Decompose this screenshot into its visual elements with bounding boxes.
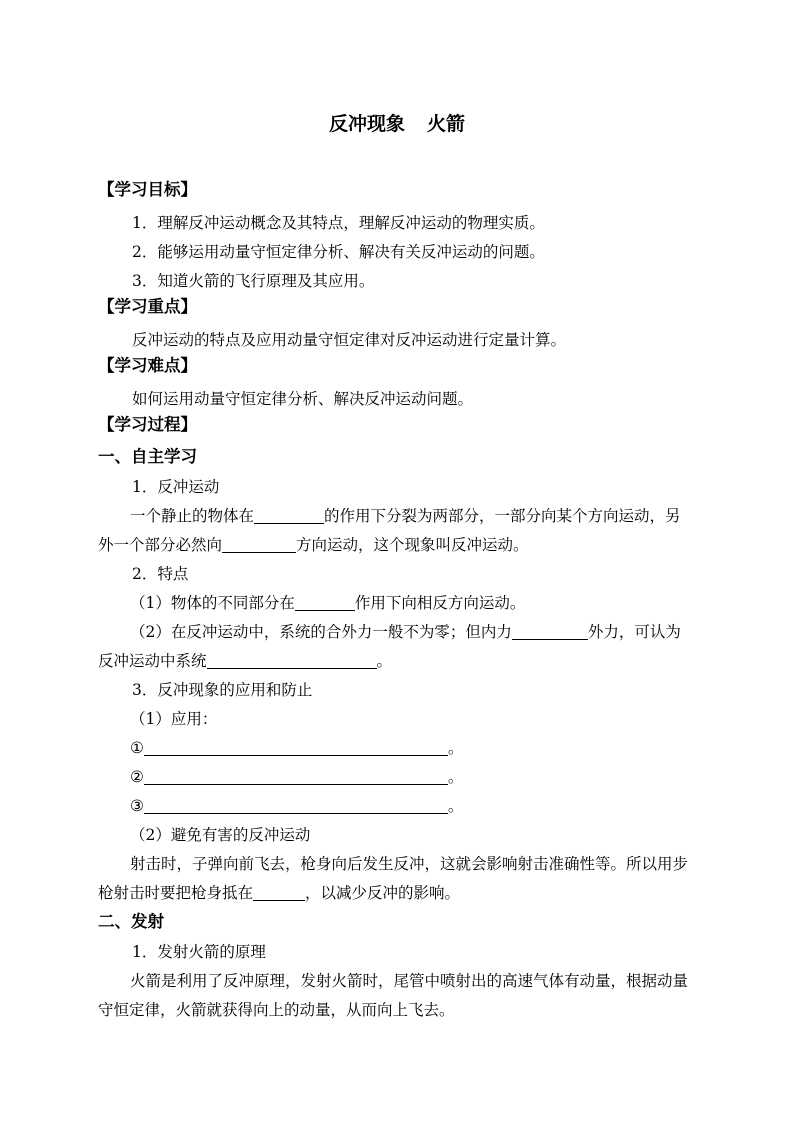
fill-blank-3[interactable] (295, 594, 355, 611)
fill-blank-7[interactable] (144, 768, 448, 785)
fill-blank-6[interactable] (144, 739, 448, 756)
item2-title: 2．特点 (132, 565, 189, 583)
item1-line2 (98, 535, 529, 555)
fill-blank-5[interactable] (207, 652, 377, 669)
item3-sub1: （1）应用： (130, 710, 218, 728)
item1-line1-text-b: 的作用下分裂为两部分，一部分向某个方向运动，另 (324, 507, 681, 525)
item2-point2-cont (98, 651, 392, 671)
item2-point3-text-a: 反冲运动中系统 (98, 652, 207, 670)
objective-item-3: 3．知道火箭的飞行原理及其应用。 (132, 272, 375, 290)
item1-line1 (130, 506, 681, 526)
difficulties-heading: 【学习难点】 (98, 356, 197, 375)
objective-item-1: 1．理解反冲运动概念及其特点，理解反冲运动的物理实质。 (132, 214, 545, 232)
fill-blank-8[interactable] (144, 797, 448, 814)
section1-heading: 一、自主学习 (98, 447, 197, 466)
fill-blank-4[interactable] (512, 623, 588, 640)
section2-item1-text1: 火箭是利用了反冲原理，发射火箭时，尾管中喷射出的高速气体有动量，根据动量 (130, 972, 689, 990)
application-line-1 (130, 738, 463, 758)
marker-1: ① (130, 739, 144, 757)
item1-line2-text-a: 外一个部分必然向 (98, 536, 223, 554)
title-part2: 火箭 (427, 113, 466, 135)
item2-point1-text-b: 作用下向相反方向运动。 (354, 594, 526, 612)
section2-heading: 二、发射 (98, 912, 164, 931)
item3-text1: 射击时，子弹向前飞去，枪身向后发生反冲，这就会影响射击准确性等。所以用步 (130, 855, 689, 873)
marker-2: ② (130, 768, 144, 786)
application-line-3 (130, 796, 463, 816)
item2-point3-text-b: 。 (376, 652, 393, 670)
end-mark-3: 。 (447, 797, 464, 815)
section2-item1-title: 1．发射火箭的原理 (132, 943, 266, 961)
item1-line1-text-a: 一个静止的物体在 (130, 507, 255, 525)
item3-text2 (98, 883, 460, 903)
item2-point2-text-b: 外力，可认为 (587, 623, 681, 641)
difficulties-text: 如何运用动量守恒定律分析、解决反冲运动问题。 (132, 390, 474, 408)
application-line-2 (130, 767, 463, 787)
key-points-text: 反冲运动的特点及应用动量守恒定律对反冲运动进行定量计算。 (132, 331, 567, 349)
fill-blank-2[interactable] (222, 536, 296, 553)
objective-item-2: 2．能够运用动量守恒定律分析、解决有关反冲运动的问题。 (132, 243, 545, 261)
item3-sub2: （2）避免有害的反冲运动 (130, 826, 311, 844)
item3-text2-a: 枪射击时要把枪身抵在 (98, 884, 254, 902)
key-points-heading: 【学习重点】 (98, 297, 197, 316)
title-part1: 反冲现象 (328, 113, 405, 135)
item2-point2 (130, 622, 681, 642)
item1-title: 1．反冲运动 (132, 478, 220, 496)
item1-line2-text-b: 方向运动，这个现象叫反冲运动。 (296, 536, 529, 554)
page-title (0, 112, 794, 136)
marker-3: ③ (130, 797, 144, 815)
objectives-heading: 【学习目标】 (98, 180, 197, 199)
end-mark-2: 。 (447, 768, 464, 786)
section2-item1-text2: 守恒定律，火箭就获得向上的动量，从而向上飞去。 (98, 1001, 455, 1019)
fill-blank-1[interactable] (254, 507, 324, 524)
item2-point2-text-a: （2）在反冲运动中，系统的合外力一般不为零；但内力 (130, 623, 512, 641)
item3-title: 3．反冲现象的应用和防止 (132, 681, 313, 699)
process-heading: 【学习过程】 (98, 415, 197, 434)
fill-blank-9[interactable] (253, 884, 305, 901)
item3-text2-b: ，以减少反冲的影响。 (305, 884, 461, 902)
item2-point1-text-a: （1）物体的不同部分在 (130, 594, 295, 612)
end-mark-1: 。 (447, 739, 464, 757)
item2-point1 (130, 593, 525, 613)
